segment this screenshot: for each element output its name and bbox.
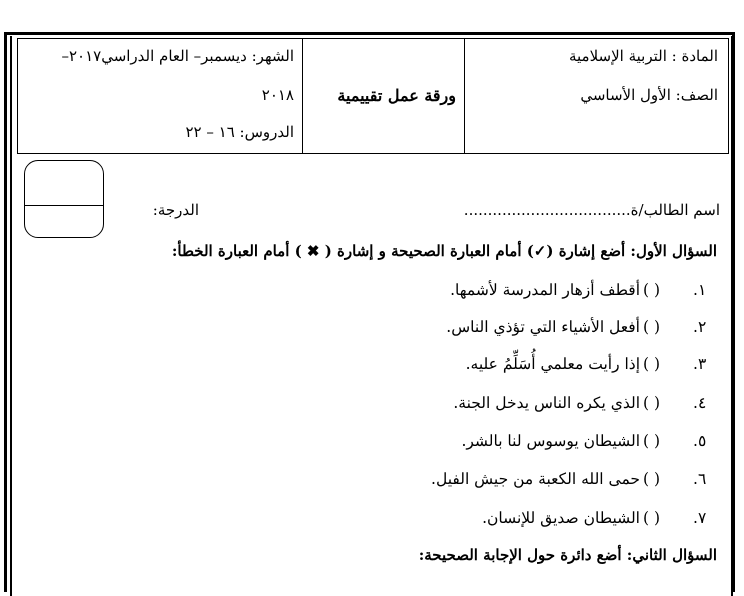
student-name-field[interactable]: اسم الطالب/ة................................... xyxy=(463,201,720,219)
answer-bracket[interactable]: ( ) xyxy=(643,470,661,488)
item-text: الذي يكره الناس يدخل الجنة. xyxy=(453,394,640,412)
answer-bracket[interactable]: ( ) xyxy=(643,318,661,336)
answer-bracket[interactable]: ( ) xyxy=(643,509,661,527)
answer-bracket[interactable]: ( ) xyxy=(643,394,661,412)
item-text: الشيطان يوسوس لنا بالشر. xyxy=(461,432,640,450)
lessons-label: الدروس: ١٦ – ٢٢ xyxy=(185,123,294,141)
item-number: .٢ xyxy=(693,318,707,336)
month-year-line2: ٢٠١٨ xyxy=(261,86,294,104)
header-cell-date xyxy=(16,39,302,153)
score-box xyxy=(24,160,104,238)
question1-title: السؤال الأول: أضع إشارة (✓) أمام العبارة الصحيحة و إشارة ( ✖ ) أمام العبارة الخطأ: xyxy=(171,242,717,260)
header-cell-subject xyxy=(464,39,728,153)
item-number: .٤ xyxy=(693,394,707,412)
header-table xyxy=(17,38,729,154)
question2-title: السؤال الثاني: أضع دائرة حول الإجابة الصحيحة: xyxy=(418,546,717,564)
item-text: الشيطان صديق للإنسان. xyxy=(482,509,640,527)
grade-level-label: الصف: الأول الأساسي xyxy=(580,86,718,104)
score-box-divider xyxy=(25,205,103,206)
item-number: .٦ xyxy=(693,470,707,488)
answer-bracket[interactable]: ( ) xyxy=(643,432,661,450)
answer-bracket[interactable]: ( ) xyxy=(643,355,661,373)
answer-bracket[interactable]: ( ) xyxy=(643,281,661,299)
item-text: أقطف أزهار المدرسة لأشمها. xyxy=(450,281,640,299)
worksheet-title: ورقة عمل تقييمية xyxy=(337,86,456,105)
item-number: .٥ xyxy=(693,432,707,450)
page-inner-border-left xyxy=(10,36,12,596)
month-year-line1: الشهر: ديسمبر– العام الدراسي٢٠١٧– xyxy=(61,47,294,65)
item-text: أفعل الأشياء التي تؤذي الناس. xyxy=(446,318,640,336)
subject-label: المادة : التربية الإسلامية xyxy=(568,47,718,65)
item-number: .١ xyxy=(693,281,707,299)
score-label: الدرجة: xyxy=(152,201,199,219)
item-number: .٣ xyxy=(693,355,707,373)
item-text: حمى الله الكعبة من جيش الفيل. xyxy=(431,470,640,488)
header-cell-title xyxy=(302,39,464,153)
item-text: إذا رأيت معلمي أُسَلِّمُ عليه. xyxy=(465,355,640,373)
page-inner-border-right xyxy=(731,36,733,596)
item-number: .٧ xyxy=(693,509,707,527)
